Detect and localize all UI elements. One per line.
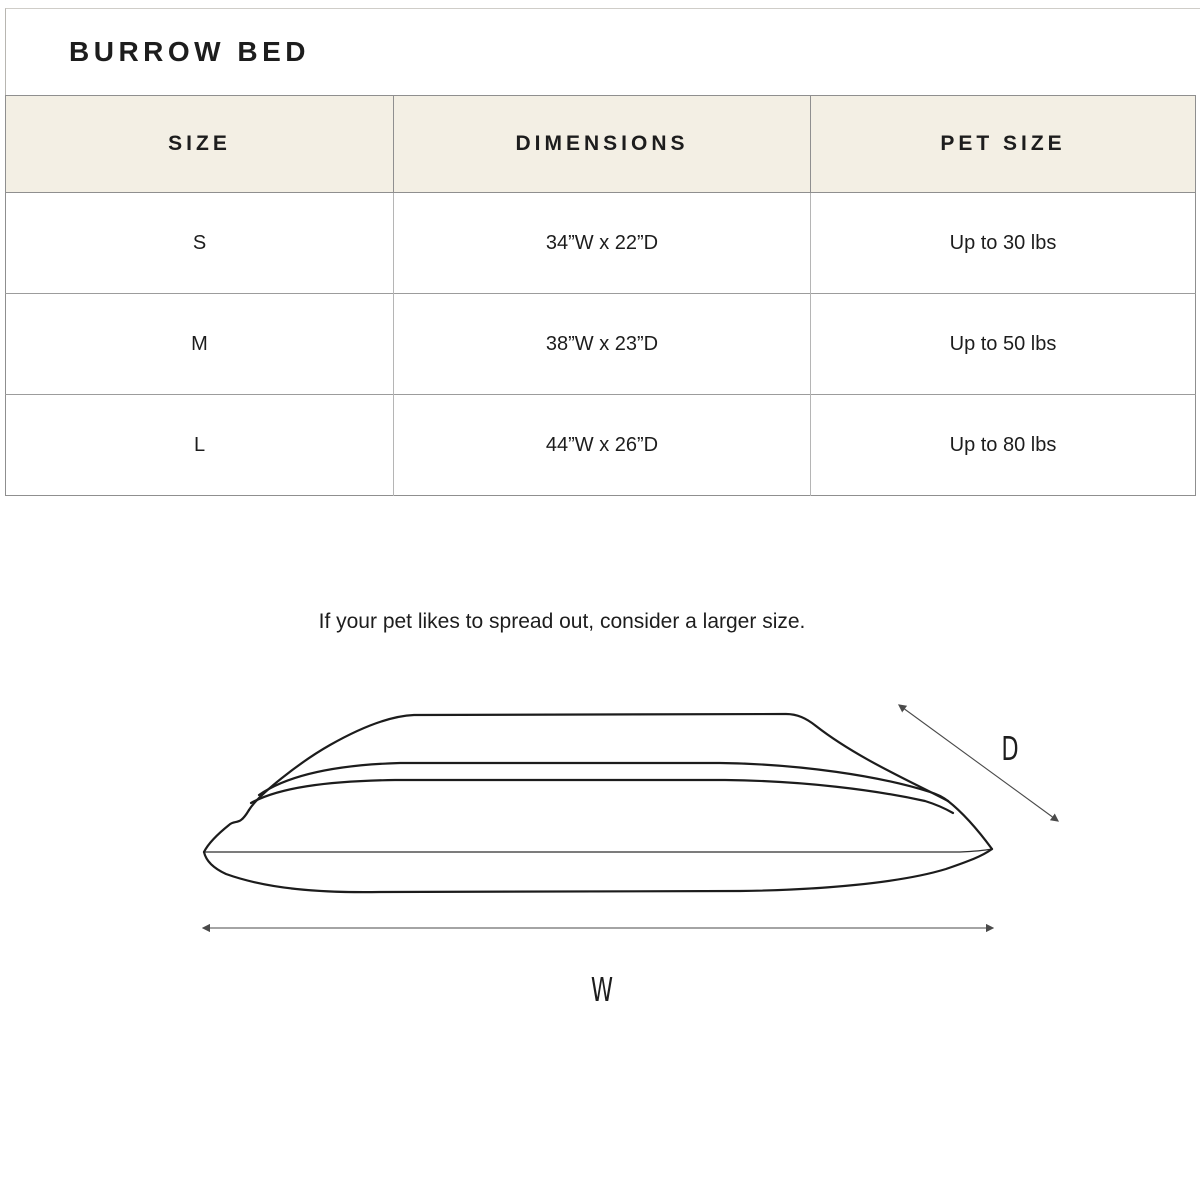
size-value: S (6, 193, 394, 294)
table-row-small (6, 193, 1196, 294)
table-row-medium (6, 294, 1196, 395)
column-header-dimensions: DIMENSIONS (394, 96, 811, 193)
pet-size-value: Up to 30 lbs (811, 193, 1196, 294)
page-title: BURROW BED (69, 36, 310, 67)
bed-mid-seam (204, 849, 992, 852)
bed-diagram (150, 680, 1100, 1020)
header-row (6, 96, 1196, 193)
bed-lower-seam (251, 780, 953, 813)
pet-size-value: Up to 80 lbs (811, 395, 1196, 496)
size-value: L (6, 395, 394, 496)
bed-bottom-outline (204, 849, 992, 892)
depth-dimension-line (899, 705, 1058, 821)
bed-illustration (204, 714, 992, 892)
pet-size-value: Up to 50 lbs (811, 294, 1196, 395)
size-table-header (6, 96, 1196, 193)
size-table (5, 95, 1196, 496)
dimensions-value: 34”W x 22”D (394, 193, 811, 294)
bed-right-corner (948, 801, 992, 849)
width-label: W (590, 970, 614, 1010)
column-header-size: SIZE (6, 96, 394, 193)
size-table-body (6, 193, 1196, 496)
size-value: M (6, 294, 394, 395)
dimensions-value: 38”W x 23”D (394, 294, 811, 395)
dimensions-value: 44”W x 26”D (394, 395, 811, 496)
title-band (69, 9, 310, 95)
sizing-note: If your pet likes to spread out, consider a larger size. (318, 610, 806, 633)
depth-label: D (1001, 729, 1019, 769)
bed-left-corner (204, 810, 249, 852)
column-header-pet-size: PET SIZE (811, 96, 1196, 193)
table-row-large (6, 395, 1196, 496)
